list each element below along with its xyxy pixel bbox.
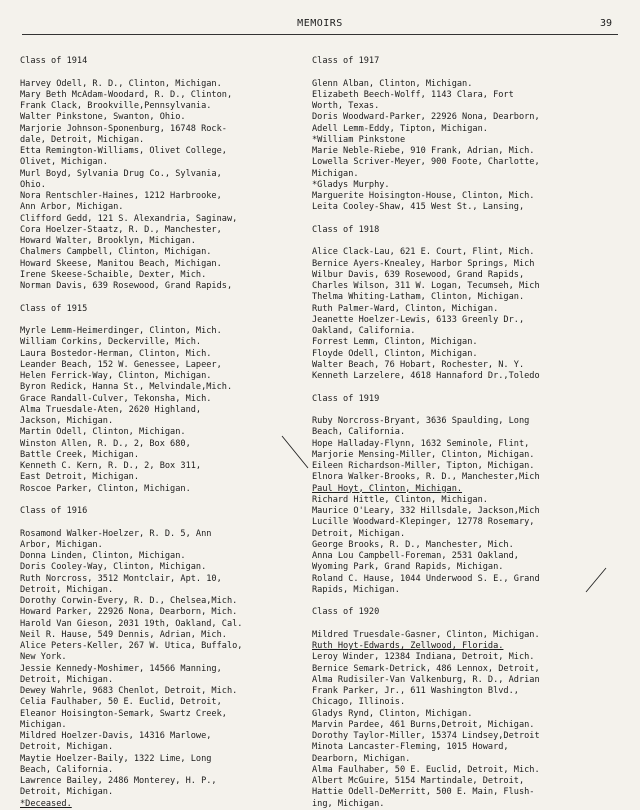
spacer (312, 405, 602, 416)
alumni-entry-line: Winston Allen, R. D., 2, Box 680, (20, 438, 191, 449)
alumni-entry-line: Arbor, Michigan. (20, 539, 103, 550)
deceased-footnote: *Deceased. (20, 798, 72, 809)
alumni-entry-line: Dearborn, Michigan. (312, 753, 411, 764)
alumni-entry-line: Celia Faulhaber, 50 E. Euclid, Detroit, (20, 697, 222, 708)
spacer (312, 596, 602, 607)
alumni-entry-line: Marie Neble-Riebe, 910 Frank, Adrian, Mich. (312, 146, 535, 156)
alumni-entry-line: Jackson, Michigan. (20, 416, 114, 426)
alumni-entry-line: Jessie Kennedy-Moshimer, 14566 Manning, (20, 663, 222, 674)
alumni-entry-line: Mary Beth McAdam-Woodard, R. D., Clinton, (20, 89, 233, 100)
alumni-entry-line: *Gladys Murphy. (312, 179, 390, 190)
alumni-entry-line: Ruth Hoyt-Edwards, Zellwood, Florida. (312, 641, 504, 651)
alumni-entry-line: Lawrence Bailey, 2486 Monterey, H. P., (20, 776, 217, 786)
alumni-entry-line: Ruth Palmer-Ward, Clinton, Michigan. (312, 303, 499, 314)
alumni-entry-line: Minota Lancaster-Fleming, 1015 Howard, (312, 742, 509, 753)
class-section-class-of-1919 (312, 394, 602, 608)
alumni-entry-line: Leita Cooley-Shaw, 415 West St., Lansing, (312, 202, 525, 213)
alumni-entry-line: Battle Creek, Michigan. (20, 449, 139, 460)
alumni-entry-line: Roscoe Parker, Clinton, Michigan. (20, 483, 191, 494)
alumni-entry-line: Walter Beach, 76 Hobart, Rochester, N. Y. (312, 359, 525, 370)
alumni-entry-line: George Brooks, R. D., Manchester, Mich. (312, 539, 514, 550)
section-heading: Class of 1918 (312, 224, 380, 235)
section-heading: Class of 1916 (20, 506, 88, 516)
alumni-entry-line: Helen Ferrick-Way, Clinton, Michigan. (20, 371, 212, 381)
class-section-class-of-1917 (312, 56, 602, 225)
alumni-entry-line: Hattie Odell-DeMerritt, 500 E. Main, Flush- (312, 787, 535, 798)
alumni-entry-line: Roland C. Hause, 1044 Underwood S. E., Grand (312, 573, 540, 584)
alumni-entry-line: Leroy Winder, 12384 Indiana, Detroit, Mich. (312, 652, 535, 663)
alumni-entry-line: Wyoming Park, Grand Rapids, Michigan. (312, 562, 504, 573)
alumni-entry-line: Maurice O'Leary, 332 Hillsdale, Jackson,Mich (312, 506, 540, 516)
section-heading: Class of 1915 (20, 303, 88, 314)
alumni-entry-line: Richard Hittle, Clinton, Michigan. (312, 494, 488, 505)
alumni-entry-line: Nora Rentschler-Haines, 1212 Harbrooke, (20, 191, 222, 201)
alumni-entry-line: Dorothy Taylor-Miller, 15374 Lindsey,Detroit (312, 731, 540, 741)
alumni-entry-line: Kenneth C. Kern, R. D., 2, Box 311, (20, 461, 202, 471)
alumni-entry-line: Jeanette Hoelzer-Lewis, 6133 Greenly Dr., (312, 314, 525, 325)
spacer (312, 619, 602, 630)
alumni-entry-line: Harold Van Gieson, 2031 19th, Oakland, Cal. (20, 618, 243, 629)
alumni-entry-line: Clifford Gedd, 121 S. Alexandria, Saginaw, (20, 213, 238, 224)
spacer (20, 315, 310, 326)
alumni-entry-line: Chicago, Illinois. (312, 697, 406, 708)
alumni-entry-line: Alma Truesdale-Aten, 2620 Highland, (20, 404, 202, 415)
alumni-entry-line: Lucille Woodward-Klepinger, 12778 Rosemary, (312, 517, 535, 528)
section-heading: Class of 1914 (20, 56, 88, 66)
section-heading: Class of 1917 (312, 56, 380, 66)
alumni-entry-line: Michigan. (20, 719, 67, 730)
alumni-entry-line: Alice Peters-Keller, 267 W. Utica, Buffalo, (20, 641, 243, 651)
header-rule (22, 34, 618, 35)
alumni-entry-line: Kenneth Larzelere, 4618 Hannaford Dr.,Toledo (312, 371, 540, 381)
alumni-entry-line: William Corkins, Deckerville, Mich. (20, 337, 202, 348)
right-column (312, 56, 602, 810)
alumni-entry-line: Detroit, Michigan. (20, 787, 114, 798)
class-section-class-of-1916 (20, 506, 310, 810)
alumni-entry-line: Detroit, Michigan. (312, 528, 406, 539)
alumni-entry-line: Dewey Wahrle, 9683 Chenlot, Detroit, Mich. (20, 686, 238, 696)
alumni-entry-line: Forrest Lemm, Clinton, Michigan. (312, 337, 478, 348)
alumni-entry-line: Gladys Rynd, Clinton, Michigan. (312, 708, 473, 719)
alumni-entry-line: Walter Pinkstone, Swanton, Ohio. (20, 112, 186, 123)
alumni-entry-line: Alma Faulhaber, 50 E. Euclid, Detroit, Mich. (312, 764, 540, 775)
alumni-entry-line: Mildred Truesdale-Gasner, Clinton, Michigan. (312, 629, 540, 640)
alumni-entry-line: Grace Randall-Culver, Tekonsha, Mich. (20, 393, 212, 404)
alumni-entry-line: Eileen Richardson-Miller, Tipton, Michigan. (312, 461, 535, 471)
alumni-entry-line: Martin Odell, Clinton, Michigan. (20, 427, 186, 438)
alumni-entry-line: Detroit, Michigan. (20, 584, 114, 595)
alumni-entry-line: East Detroit, Michigan. (20, 472, 139, 483)
spacer (312, 236, 602, 247)
alumni-entry-line: Etta Remington-Williams, Olivet College, (20, 146, 227, 156)
alumni-entry-line: Marguerite Hoisington-House, Clinton, Mich. (312, 191, 535, 201)
alumni-entry-line: Neil R. Hause, 549 Dennis, Adrian, Mich. (20, 629, 227, 640)
alumni-entry-line: Irene Skeese-Schaible, Dexter, Mich. (20, 269, 207, 280)
alumni-entry-line: Laura Bostedor-Herman, Clinton, Mich. (20, 348, 212, 359)
alumni-entry-line: Thelma Whiting-Latham, Clinton, Michigan. (312, 292, 525, 303)
alumni-entry-line: Howard Walter, Brooklyn, Michigan. (20, 236, 196, 246)
left-column (20, 56, 310, 810)
alumni-entry-line: Paul Hoyt, Clinton, Michigan. (312, 483, 463, 494)
alumni-entry-line: Albert McGuire, 5154 Martindale, Detroit, (312, 776, 525, 786)
alumni-entry-line: Lowella Scriver-Meyer, 900 Foote, Charlotte, (312, 157, 540, 168)
class-section-class-of-1914 (20, 56, 310, 304)
alumni-entry-line: Elizabeth Beech-Wolff, 1143 Clara, Fort (312, 89, 514, 100)
alumni-entry-line: dale, Detroit, Michigan. (20, 134, 145, 145)
alumni-entry-line: Dorothy Corwin-Every, R. D., Chelsea,Mich. (20, 596, 238, 606)
alumni-entry-line: Frank Parker, Jr., 611 Washington Blvd., (312, 686, 519, 696)
alumni-entry-line: *William Pinkstone (312, 134, 406, 145)
alumni-entry-line: Rosamond Walker-Hoelzer, R. D. 5, Ann (20, 528, 212, 539)
spacer (20, 67, 310, 78)
alumni-entry-line: Wilbur Davis, 639 Rosewood, Grand Rapids, (312, 269, 525, 280)
class-section-class-of-1920 (312, 607, 602, 810)
alumni-entry-line: Oakland, California. (312, 326, 416, 336)
alumni-entry-line: Cora Hoelzer-Staatz, R. D., Manchester, (20, 224, 222, 235)
alumni-entry-line: Floyde Odell, Clinton, Michigan. (312, 348, 478, 359)
class-section-class-of-1915 (20, 304, 310, 507)
page-title: MEMOIRS (297, 18, 343, 29)
alumni-entry-line: Marvin Pardee, 461 Burns,Detroit, Michigan. (312, 719, 535, 730)
class-section-class-of-1918 (312, 225, 602, 394)
spacer (20, 517, 310, 528)
alumni-entry-line: Ruth Norcross, 3512 Montclair, Apt. 10, (20, 573, 222, 584)
alumni-entry-line: Doris Woodward-Parker, 22926 Nona, Dearborn, (312, 112, 540, 123)
alumni-entry-line: Frank Clack, Brookville,Pennsylvania. (20, 101, 212, 111)
alumni-entry-line: Mildred Hoelzer-Davis, 14316 Marlowe, (20, 731, 212, 741)
alumni-entry-line: Rapids, Michigan. (312, 584, 400, 595)
alumni-entry-line: Beach, California. (20, 764, 114, 775)
alumni-entry-line: Marjorie Johnson-Sponenburg, 16748 Rock- (20, 123, 227, 134)
alumni-entry-line: Olivet, Michigan. (20, 157, 108, 168)
spacer (20, 292, 310, 303)
alumni-entry-line: Detroit, Michigan. (20, 674, 114, 685)
alumni-entry-line: Chalmers Campbell, Clinton, Michigan. (20, 247, 212, 258)
alumni-entry-line: Murl Boyd, Sylvania Drug Co., Sylvania, (20, 168, 222, 179)
spacer (312, 214, 602, 225)
alumni-entry-line: Beach, California. (312, 427, 406, 438)
alumni-entry-line: Michigan. (312, 168, 359, 179)
alumni-entry-line: Anna Lou Campbell-Foreman, 2531 Oakland, (312, 551, 519, 561)
section-heading: Class of 1919 (312, 393, 380, 404)
alumni-entry-line: Howard Skeese, Manitou Beach, Michigan. (20, 258, 222, 269)
alumni-entry-line: Alma Rudisiler-Van Valkenburg, R. D., Adrian (312, 674, 540, 685)
alumni-entry-line: Ann Arbor, Michigan. (20, 202, 124, 213)
alumni-entry-line: ing, Michigan. (312, 798, 385, 809)
spacer (312, 67, 602, 78)
alumni-entry-line: Harvey Odell, R. D., Clinton, Michigan. (20, 78, 222, 89)
alumni-entry-line: Ohio. (20, 179, 46, 190)
alumni-entry-line: Detroit, Michigan. (20, 742, 114, 753)
section-heading: Class of 1920 (312, 607, 380, 618)
alumni-entry-line: Myrle Lemm-Heimerdinger, Clinton, Mich. (20, 326, 222, 336)
alumni-entry-line: Howard Parker, 22926 Nona, Dearborn, Mich. (20, 607, 238, 618)
alumni-entry-line: Byron Redick, Hanna St., Melvindale,Mich. (20, 382, 233, 393)
spacer (20, 495, 310, 506)
alumni-entry-line: Adell Lemm-Eddy, Tipton, Michigan. (312, 123, 488, 134)
alumni-entry-line: Ruby Norcross-Bryant, 3636 Spaulding, Long (312, 416, 530, 426)
alumni-entry-line: Bernice Ayers-Knealey, Harbor Springs, Mich (312, 258, 535, 269)
alumni-entry-line: Norman Davis, 639 Rosewood, Grand Rapids, (20, 281, 233, 291)
alumni-entry-line: Marjorie Mensing-Miller, Clinton, Michigan. (312, 449, 535, 460)
alumni-entry-line: Eleanor Hoisington-Semark, Swartz Creek, (20, 708, 227, 719)
spacer (312, 382, 602, 393)
alumni-entry-line: Bernice Semark-Detrick, 486 Lennox, Detroit, (312, 663, 540, 674)
alumni-entry-line: Charles Wilson, 311 W. Logan, Tecumseh, Mich (312, 281, 540, 291)
page-number: 39 (599, 18, 612, 29)
alumni-entry-line: Doris Cooley-Way, Clinton, Michigan. (20, 562, 207, 573)
alumni-entry-line: New York. (20, 652, 67, 663)
alumni-entry-line: Elnora Walker-Brooks, R. D., Manchester,Mich (312, 472, 540, 483)
alumni-entry-line: Maytie Hoelzer-Baily, 1322 Lime, Long (20, 753, 212, 764)
alumni-entry-line: Donna Linden, Clinton, Michigan. (20, 551, 186, 561)
alumni-entry-line: Leander Beach, 152 W. Genessee, Lapeer, (20, 359, 222, 370)
alumni-entry-line: Hope Halladay-Flynn, 1632 Seminole, Flint, (312, 438, 530, 449)
alumni-entry-line: Worth, Texas. (312, 101, 380, 111)
alumni-entry-line: Alice Clack-Lau, 621 E. Court, Flint, Mich. (312, 247, 535, 258)
alumni-entry-line: Glenn Alban, Clinton, Michigan. (312, 78, 473, 89)
